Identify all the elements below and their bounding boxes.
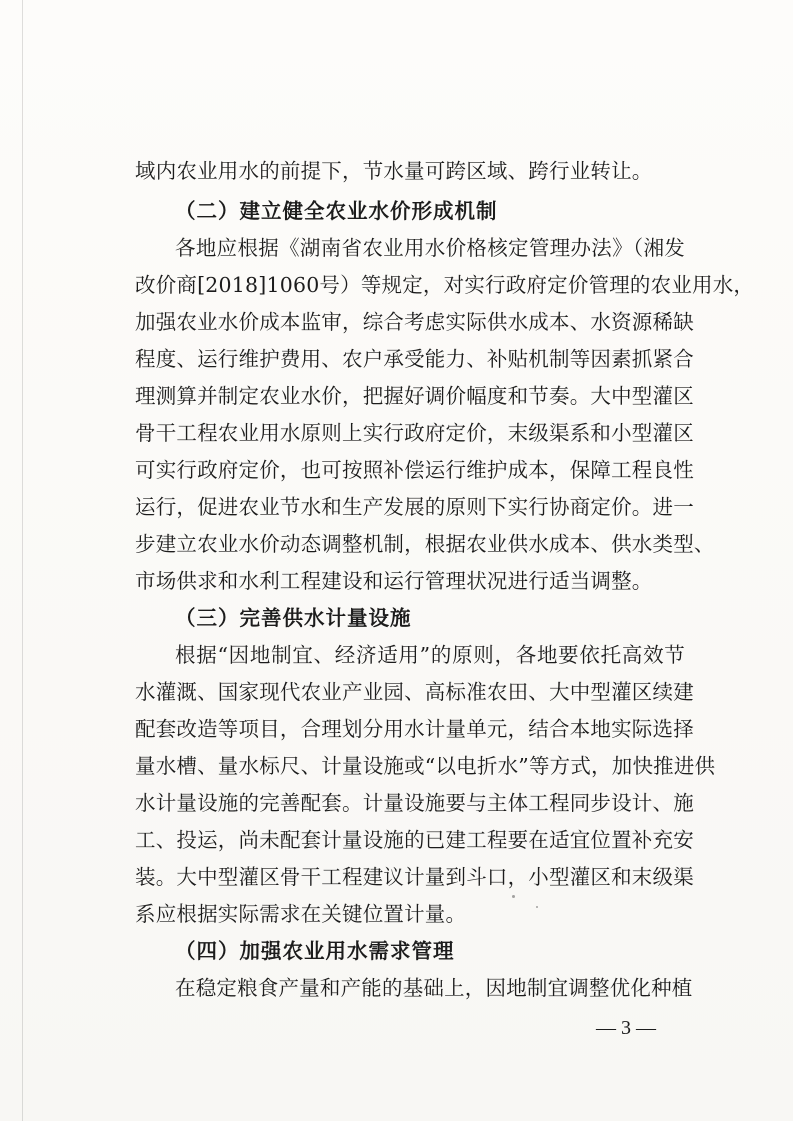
body-line: 市场供求和水利工程建设和运行管理状况进行适当调整。 bbox=[135, 569, 653, 593]
body-line: 改价商[2018]1060号）等规定，对实行政府定价管理的农业用水， bbox=[135, 273, 755, 297]
scan-speck bbox=[512, 895, 515, 898]
scan-edge bbox=[22, 0, 23, 1121]
body-line: 装。大中型灌区骨干工程建议计量到斗口，小型灌区和末级渠 bbox=[135, 865, 694, 889]
body-line: 运行，促进农业节水和生产发展的原则下实行协商定价。进一 bbox=[135, 495, 694, 519]
body-line: 可实行政府定价，也可按照补偿运行维护成本，保障工程良性 bbox=[135, 458, 694, 482]
body-line: 水计量设施的完善配套。计量设施要与主体工程同步设计、施 bbox=[135, 791, 694, 815]
body-line: 理测算并制定农业水价，把握好调价幅度和节奏。大中型灌区 bbox=[135, 384, 694, 408]
body-line: 在稳定粮食产量和产能的基础上，因地制宜调整优化种植 bbox=[175, 976, 693, 1000]
body-line: 根据“因地制宜、经济适用”的原则，各地要依托高效节 bbox=[175, 643, 685, 667]
body-line: 骨干工程农业用水原则上实行政府定价，末级渠系和小型灌区 bbox=[135, 421, 694, 445]
body-line: 加强农业水价成本监审，综合考虑实际供水成本、水资源稀缺 bbox=[135, 310, 694, 334]
body-line: 系应根据实际需求在关键位置计量。 bbox=[135, 902, 467, 926]
page-number: — 3 — bbox=[596, 1017, 656, 1039]
body-line: 工、投运，尚未配套计量设施的已建工程要在适宜位置补充安 bbox=[135, 828, 694, 852]
body-line: 程度、运行维护费用、农户承受能力、补贴机制等因素抓紧合 bbox=[135, 347, 694, 371]
body-line: 配套改造等项目，合理划分用水计量单元，结合本地实际选择 bbox=[135, 717, 694, 741]
section-heading-4: （四）加强农业用水需求管理 bbox=[175, 939, 455, 963]
section-heading-3: （三）完善供水计量设施 bbox=[175, 606, 412, 630]
body-line: 量水槽、量水标尺、计量设施或“以电折水”等方式，加快推进供 bbox=[135, 754, 716, 778]
body-line: 各地应根据《湖南省农业用水价格核定管理办法》（湘发 bbox=[175, 236, 685, 260]
scan-speck bbox=[536, 906, 538, 908]
body-line: 水灌溉、国家现代农业产业园、高标准农田、大中型灌区续建 bbox=[135, 680, 694, 704]
section-heading-2: （二）建立健全农业水价形成机制 bbox=[175, 199, 498, 223]
body-line: 步建立农业水价动态调整机制，根据农业供水成本、供水类型、 bbox=[135, 532, 715, 556]
body-line: 域内农业用水的前提下，节水量可跨区域、跨行业转让。 bbox=[135, 159, 653, 183]
